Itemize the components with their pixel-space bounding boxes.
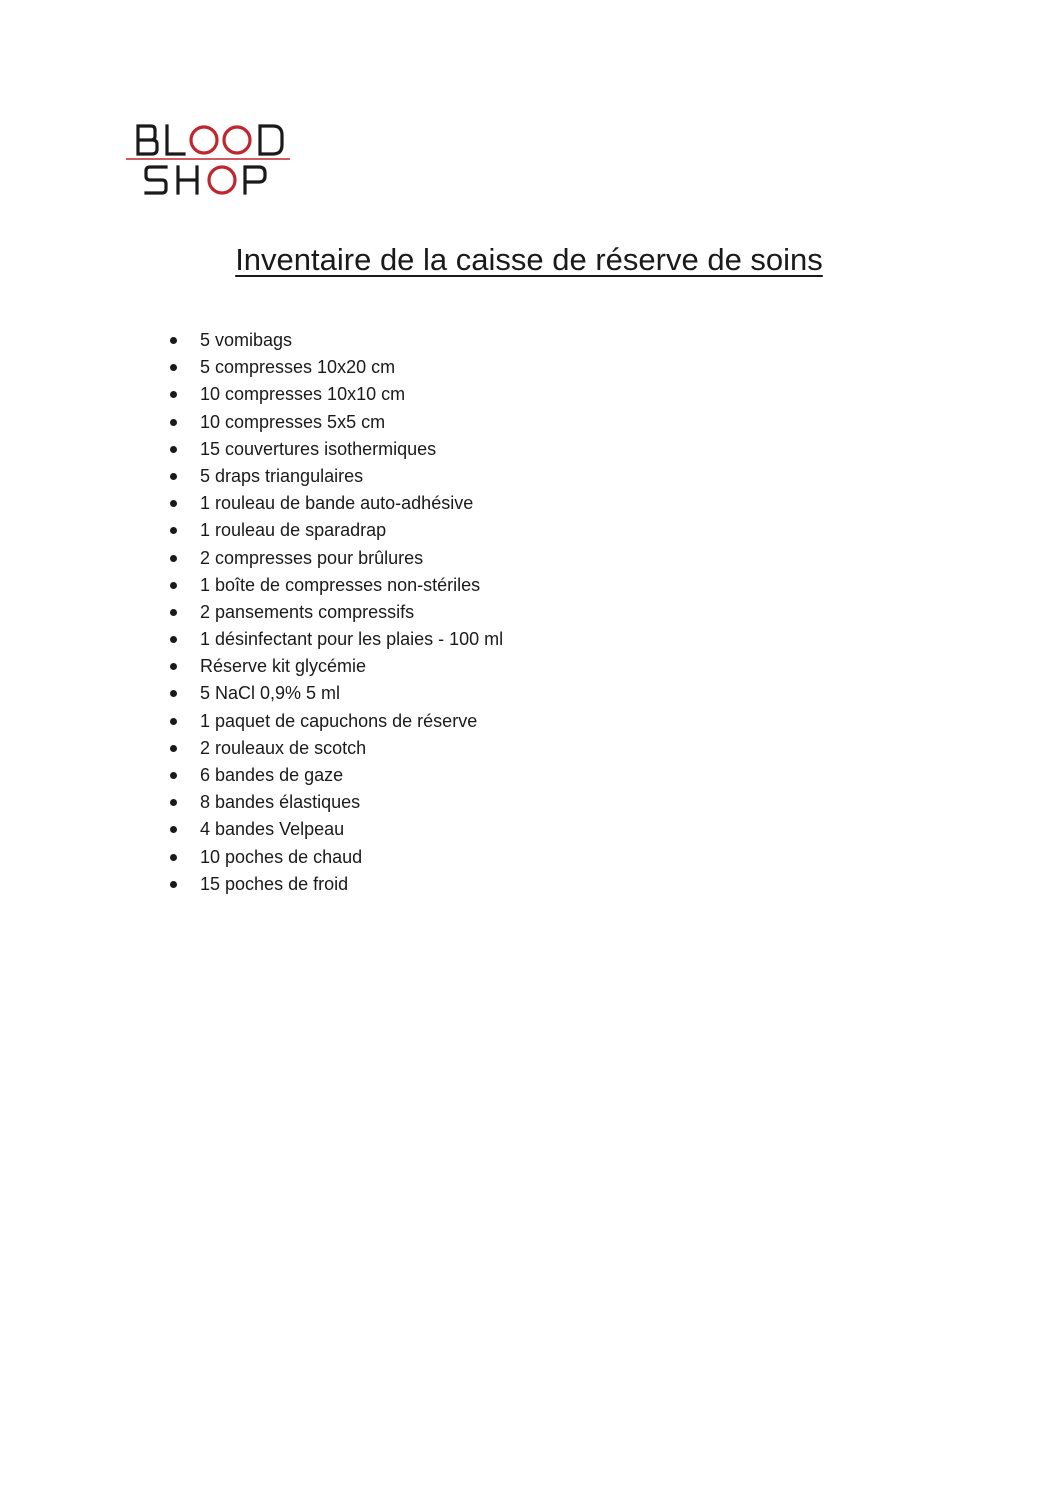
- bullet-icon: [170, 582, 177, 589]
- bullet-icon: [170, 419, 177, 426]
- list-item-label: 15 couvertures isothermiques: [200, 438, 437, 459]
- list-item-label: 2 pansements compressifs: [200, 601, 415, 622]
- list-item-label: 10 compresses 10x10 cm: [200, 384, 406, 405]
- bullet-icon: [170, 473, 177, 480]
- bullet-icon: [170, 609, 177, 616]
- page-title: Inventaire de la caisse de réserve de soins: [235, 242, 823, 277]
- list-item: [162, 735, 503, 762]
- list-item: [162, 762, 503, 789]
- list-item: [162, 463, 503, 490]
- list-item: [162, 708, 503, 735]
- bullet-icon: [170, 663, 177, 670]
- list-item: [162, 327, 503, 354]
- list-item-label: 5 NaCl 0,9% 5 ml: [200, 683, 341, 704]
- list-item-label: 1 rouleau de sparadrap: [200, 520, 387, 541]
- bullet-icon: [170, 718, 177, 725]
- list-item: [162, 626, 503, 653]
- list-item: [162, 354, 503, 381]
- list-item-label: 2 compresses pour brûlures: [200, 547, 424, 568]
- list-item-label: 5 compresses 10x20 cm: [200, 357, 396, 378]
- bullet-icon: [170, 690, 177, 697]
- bullet-icon: [170, 636, 177, 643]
- bullet-icon: [170, 881, 177, 888]
- bullet-icon: [170, 799, 177, 806]
- bullet-icon: [170, 527, 177, 534]
- bullet-icon: [170, 772, 177, 779]
- list-item-label: 1 rouleau de bande auto-adhésive: [200, 493, 474, 514]
- list-item-label: 6 bandes de gaze: [200, 765, 344, 785]
- list-item-label: 8 bandes élastiques: [200, 792, 361, 813]
- list-item: [162, 545, 503, 572]
- bullet-icon: [170, 364, 177, 371]
- bullet-icon: [170, 745, 177, 752]
- list-item: [162, 409, 503, 436]
- list-item: [162, 517, 503, 544]
- list-item: [162, 490, 503, 517]
- bullet-icon: [170, 500, 177, 507]
- blood-shop-logo: [126, 118, 292, 198]
- list-item: [162, 816, 503, 843]
- list-item: [162, 599, 503, 626]
- list-item-label: 15 poches de froid: [200, 873, 349, 894]
- list-item: [162, 572, 503, 599]
- list-item-label: Réserve kit glycémie: [200, 656, 367, 677]
- bullet-icon: [170, 854, 177, 861]
- bullet-icon: [170, 446, 177, 453]
- list-item: [162, 789, 503, 816]
- list-item-label: 2 rouleaux de scotch: [200, 737, 367, 758]
- bullet-icon: [170, 555, 177, 562]
- bullet-icon: [170, 826, 177, 833]
- list-item-label: 5 draps triangulaires: [200, 465, 364, 486]
- list-item: [162, 653, 503, 680]
- list-item-label: 10 compresses 5x5 cm: [200, 411, 386, 432]
- list-item-label: 10 poches de chaud: [200, 846, 363, 867]
- list-item: [162, 680, 503, 707]
- inventory-list: [162, 327, 503, 898]
- list-item-label: 4 bandes Velpeau: [200, 819, 345, 840]
- list-item: [162, 844, 503, 871]
- bullet-icon: [170, 337, 177, 344]
- list-item-label: 5 vomibags: [200, 330, 293, 350]
- list-item: [162, 436, 503, 463]
- list-item: [162, 381, 503, 408]
- list-item: [162, 871, 503, 898]
- list-item-label: 1 désinfectant pour les plaies - 100 ml: [200, 629, 504, 650]
- bullet-icon: [170, 391, 177, 398]
- list-item-label: 1 paquet de capuchons de réserve: [200, 710, 478, 731]
- list-item-label: 1 boîte de compresses non-stériles: [200, 574, 481, 595]
